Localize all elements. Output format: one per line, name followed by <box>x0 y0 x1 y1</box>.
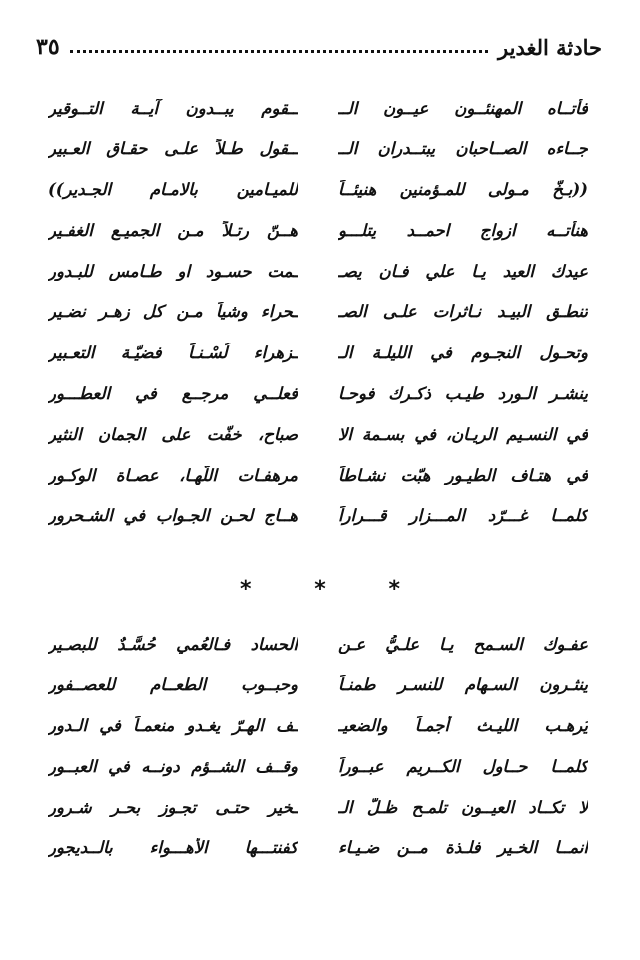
verse-left-hemistich: وقــف الشــؤم دونــه في العبــور <box>48 756 298 776</box>
verse-right-hemistich: لا تكــاد العيــون تلمـح ظـلّ الـ <box>338 797 588 817</box>
verse-right-hemistich: جــاءه الصــاحبان يبتــدران الــ <box>338 139 588 159</box>
verse-right-hemistich: هنأتــه ازواج احمــد يتلـــو <box>338 220 588 240</box>
verse-right-hemistich: تنطـق البيـد نـاثرات علـى الصـ <box>338 302 588 322</box>
verse-left-hemistich: وحبــوب الطعــام للعصــفور <box>48 675 298 695</box>
verse-line <box>48 210 588 251</box>
verse-right-hemistich: يُرهـب الليـث أجمـاً والضعيـ <box>338 716 588 736</box>
asterisk: * <box>388 576 400 602</box>
verse-left-hemistich: ـف الهـرّ يغـدو منعمـاً في الـدور <box>48 716 298 736</box>
verse-left-hemistich: ــقول طـلاً علـى حقـاق العـبير <box>48 139 298 159</box>
verse-line <box>48 706 588 747</box>
verse-right-hemistich: وتحـول النجـوم في الليلـة الـ <box>338 343 588 363</box>
verse-right-hemistich: كلمــا غـــرّد المـــزار قـــراراً <box>338 506 588 526</box>
verse-right-hemistich: في النسـيم الريـان، في بسـمة الا <box>338 424 588 444</box>
verse-line <box>48 129 588 170</box>
verse-line <box>48 455 588 496</box>
verse-right-hemistich: ((بـخّ مـولى للمـؤمنين هنيئــاً <box>338 180 588 200</box>
asterisk: * <box>240 576 252 602</box>
verse-left-hemistich: ـمت حسـود او طـامس للبـدور <box>48 261 298 281</box>
verse-left-hemistich: للميـامين بالامـام الجـدير)) <box>48 180 298 200</box>
verse-right-hemistich: فأتــاه المهنئــون عيــون الــ <box>338 98 588 118</box>
verse-line <box>48 787 588 828</box>
verse-left-hemistich: هــنّ رتـلاً مـن الجميـع الغفـير <box>48 220 298 240</box>
verse-left-hemistich: ـخير حتـى تجـوز بحـر شـرور <box>48 797 298 817</box>
verse-line <box>48 828 588 869</box>
verse-left-hemistich: هــاج لحـن الجـواب في الشـحرور <box>48 506 298 526</box>
poem-stanza-1 <box>48 88 588 537</box>
verse-left-hemistich: كفنتـــها الأهـــواء بالــديجور <box>48 838 298 858</box>
verse-right-hemistich: ينثـرون السـهام للنسـر طمنـاً <box>338 675 588 695</box>
verse-line <box>48 251 588 292</box>
verse-right-hemistich: في هتـاف الطيـور هبّت نشـاطاً <box>338 465 588 485</box>
verse-line <box>48 624 588 665</box>
verse-right-hemistich: كلمــا حــاول الكــريم عبــوراً <box>338 756 588 776</box>
verse-left-hemistich: ـحراء وشياً مـن كل زهـر نضـير <box>48 302 298 322</box>
stanza-separator <box>220 574 420 604</box>
verse-line <box>48 292 588 333</box>
verse-line <box>48 170 588 211</box>
verse-right-hemistich: عيدك العيد يـا علي فـان يصـ <box>338 261 588 281</box>
verse-line <box>48 374 588 415</box>
running-title: حادثة الغدير <box>498 34 602 60</box>
verse-line <box>48 414 588 455</box>
verse-line <box>48 88 588 129</box>
verse-line <box>48 746 588 787</box>
verse-left-hemistich: فعلــي مرجــع في العطـــور <box>48 384 298 404</box>
verse-line <box>48 333 588 374</box>
verse-left-hemistich: ـزهراء لُسْـنـاً فضيّـة التعـبير <box>48 343 298 363</box>
verse-right-hemistich: ينشـر الـورد طيـب ذكـرك فوحـا <box>338 384 588 404</box>
page-number: ٣٥ <box>36 34 60 60</box>
page-header <box>36 30 602 64</box>
verse-left-hemistich: مرهفـات اللّهـا، عصـاة الوكـور <box>48 465 298 485</box>
verse-left-hemistich: صباح، خفّت على الجمان النثير <box>48 424 298 444</box>
verse-left-hemistich: الحساد فـالعُمي حُسَّـدٌ للبصـير <box>48 634 298 654</box>
asterisk: * <box>314 576 326 602</box>
verse-right-hemistich: عفـوك السـمح يـا علـيُّ عـن <box>338 634 588 654</box>
verse-left-hemistich: ــقوم يبــدون آيــة التــوقير <box>48 98 298 118</box>
verse-line <box>48 496 588 537</box>
poem-stanza-2 <box>48 624 588 869</box>
verse-line <box>48 665 588 706</box>
verse-right-hemistich: انمــا الخـير فلـذة مــن ضـيـاء <box>338 838 588 858</box>
leader-dots <box>70 50 488 53</box>
